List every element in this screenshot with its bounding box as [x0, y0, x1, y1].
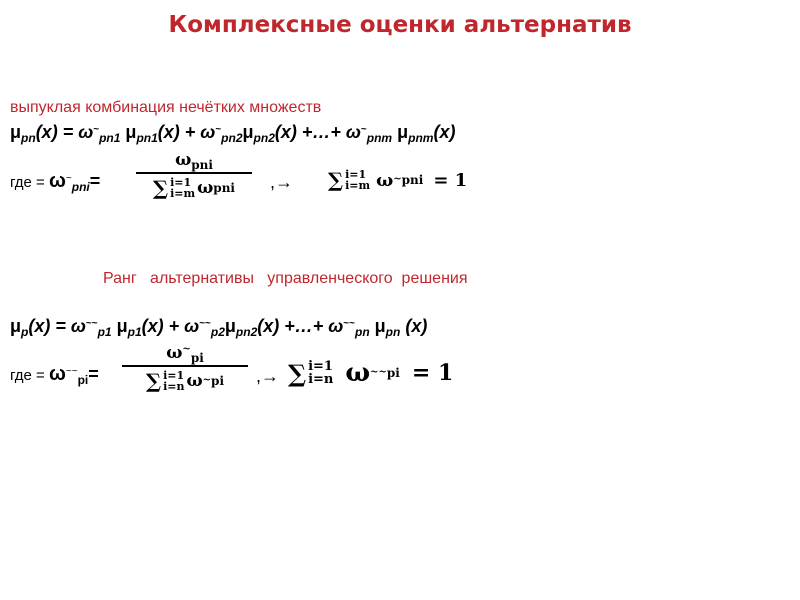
weight-fraction-2: $\omega^\sim_{pi}$ ∑ i=1 i=n ω ~ pi [122, 343, 248, 393]
weight-fraction-1: $\omega_{pni}$ ∑ i=1 i=m ω pni [136, 150, 252, 200]
weight-definition-2: где = $\omega^{\sim\sim}_{pi}=$ [10, 363, 99, 387]
convex-combination-label: выпуклая комбинация нечётких множеств [10, 99, 322, 116]
normalization-sum-1: ∑ i=1 i=m ω ~ pni = 1 [328, 168, 468, 192]
rank-label: Ранг альтернативы управленческого решения [103, 270, 468, 287]
page-title: Комплексные оценки альтернатив [168, 12, 632, 38]
arrow-2: ,→ [256, 366, 280, 386]
arrow-1: ,→ [270, 172, 294, 192]
convex-combination-formula: $\mu_{pn}(x) = \omega^\sim_{pn1}$ $\mu_{pn1}(x) + \omega^\sim_{pn2}\mu_{pn2}(x)$ +…+ $\omega^\sim_{pnm}$ $\mu_{pnm}(x)$ [10, 122, 456, 145]
weight-definition-1: где = $\omega^\sim_{pni}=$ [10, 170, 101, 194]
normalization-sum-2: ∑ i=1 i=n ω ~~ pi = 1 [288, 358, 454, 388]
rank-formula: $\mu_p(x) = \omega^{\sim\sim}_{p1}$ $\mu_{p1}(x) + \omega^{\sim\sim}_{p2}\mu_{pn2}(x)$ +…+ $\omega^{\sim\sim}_{pn}$ $\mu_{pn}$ (x) [10, 316, 428, 339]
